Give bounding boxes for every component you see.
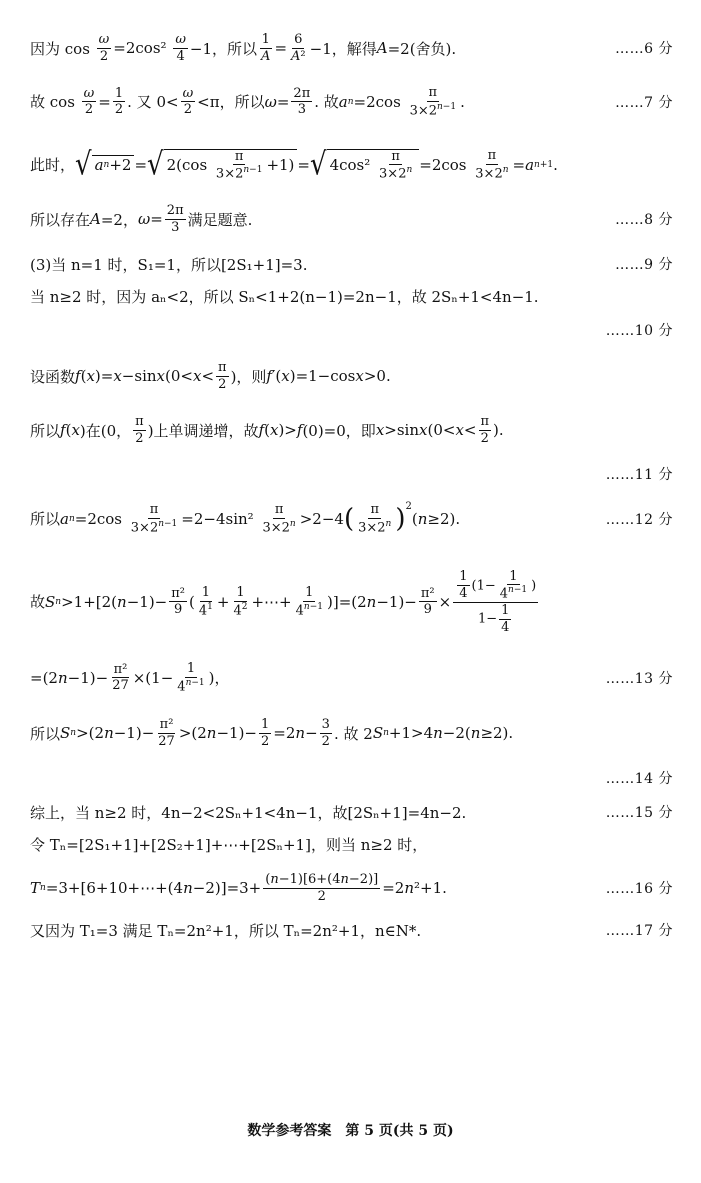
solution-line-16 bbox=[30, 918, 673, 942]
solution-line-7 bbox=[30, 356, 673, 396]
solution-line-11 bbox=[30, 656, 673, 700]
math-expression: 所以 f ( x )在(0， $\frac{\pi}{2}$ )上单调递增，故 f ( x )> f (0)=0，即 x >sin x (0< x < $\frac{\pi}{2}$ ). bbox=[30, 413, 504, 446]
math-expression: T n =3+[6+10+⋯+(4 n −2)]=3+ $\frac{(n-1)[6+(4n-2)]}{2}$ =2 n ²+1. bbox=[30, 871, 447, 904]
solution-line-15 bbox=[30, 866, 673, 910]
score-mark: ……11 分 bbox=[605, 467, 673, 483]
score-mark: ……17 分 bbox=[605, 923, 673, 939]
solution-line-6-score bbox=[30, 318, 673, 342]
math-expression: 所以 a n =2cos $\frac{\pi}{3\times 2^{n-1}}$ =2−4sin² $\frac{\pi}{3\times 2^n}$ >2−4 ( $\frac{\pi}{3\times 2^n}$ ) $^2$ ( n ≥2). bbox=[30, 501, 461, 536]
solution-line-5 bbox=[30, 252, 673, 276]
solution-line-12-score bbox=[30, 766, 673, 790]
math-expression: (3)当 n=1 时，S₁=1，所以[2S₁+1]=3. bbox=[30, 255, 308, 274]
math-expression: 又因为 T₁=3 满足 Tₙ=2n²+1，所以 Tₙ=2n²+1，n∈N*. bbox=[30, 921, 422, 940]
score-mark: ……6 分 bbox=[615, 41, 673, 57]
score-mark: ……7 分 bbox=[615, 95, 673, 111]
solution-line-6 bbox=[30, 284, 673, 308]
math-expression: 设函数 f ( x )= x −sin x (0< x < $\frac{\pi}{2}$ )，则 f ′( x )=1−cos x >0. bbox=[30, 359, 391, 392]
score-mark: ……14 分 bbox=[605, 771, 673, 787]
math-expression: 综上，当 n≥2 时，4n−2<2Sₙ+1<4n−1，故[2Sₙ+1]=4n−2. bbox=[30, 803, 467, 822]
math-expression: 当 n≥2 时，因为 aₙ<2，所以 Sₙ<1+2(n−1)=2n−1，故 2Sₙ+1<4n−1. bbox=[30, 287, 539, 306]
solution-line-13 bbox=[30, 800, 673, 824]
solution-line-8-score bbox=[30, 462, 673, 486]
score-mark: ……10 分 bbox=[605, 323, 673, 339]
solution-line-14 bbox=[30, 832, 673, 856]
math-expression: =(2 n −1)− $\frac{\text{π²}}{27}$ ×(1− $\frac{1}{4^{n-1}}$ )， bbox=[30, 661, 230, 695]
score-mark: ……15 分 bbox=[605, 805, 673, 821]
solution-line-3 bbox=[30, 140, 673, 190]
score-mark: ……16 分 bbox=[605, 881, 673, 897]
solution-line-8 bbox=[30, 410, 673, 450]
solution-line-1 bbox=[30, 28, 673, 68]
solution-line-2 bbox=[30, 82, 673, 122]
score-mark: ……9 分 bbox=[615, 257, 673, 273]
math-expression: 令 Tₙ=[2S₁+1]+[2S₂+1]+⋯+[2Sₙ+1]，则当 n≥2 时， bbox=[30, 835, 428, 854]
solution-line-12 bbox=[30, 712, 673, 754]
solution-line-9 bbox=[30, 496, 673, 542]
solution-line-10 bbox=[30, 560, 673, 644]
math-expression: 此时， √ a n +2 = √ 2(cos $\frac{\pi}{3\times 2^{n-1}}$ +1) = √ 4cos² $\frac{\pi}{3\times 2^n}$ =2cos $\frac{\pi}{3\times 2^n}$ = a n+1 . bbox=[30, 146, 558, 183]
math-expression: 故 S n >1+[2( n −1)− $\frac{\text{π²}}{9}$ ( $\frac{1}{4^1}$ + $\frac{1}{4^2}$ +⋯+ $\frac{1}{4^{n-1}}$ )]=(2 n −1)− $\frac{\text{π²}}{9}$ × $\frac{1}{4}$ (1− $\frac{1}{4^{n-1}}$ ) 1− $\frac{1}{4}$ bbox=[30, 568, 537, 635]
math-expression: 因为 cos $\frac{\omega}{2}$ =2cos² $\frac{\omega}{4}$ −1，所以 $\frac{1}{A}$ = $\frac{6}{\text{A²}}$ −1，解得 A =2(舍负). bbox=[30, 31, 457, 64]
score-mark: ……13 分 bbox=[605, 671, 673, 687]
math-expression: 所以 S n >(2 n −1)− $\frac{\text{π²}}{27}$ >(2 n −1)− $\frac{1}{2}$ =2 n − $\frac{3}{2}$ . 故 2 S n +1>4 n −2( n ≥2). bbox=[30, 716, 514, 749]
math-expression: 故 cos $\frac{\omega}{2}$ = $\frac{1}{2}$ . 又 0< $\frac{\omega}{2}$ <π，所以 ω = $\frac{2\pi}{3}$ . 故 a n =2cos $\frac{\pi}{3\times 2^{n-1}}$ . bbox=[30, 85, 465, 119]
score-mark: ……8 分 bbox=[615, 212, 673, 228]
solution-line-4 bbox=[30, 198, 673, 240]
score-mark: ……12 分 bbox=[605, 512, 673, 528]
page-footer: 数学参考答案 第 5 页(共 5 页) bbox=[247, 1123, 454, 1139]
math-expression: 所以存在 A =2， ω = $\frac{2\pi}{3}$ 满足题意. bbox=[30, 202, 253, 235]
